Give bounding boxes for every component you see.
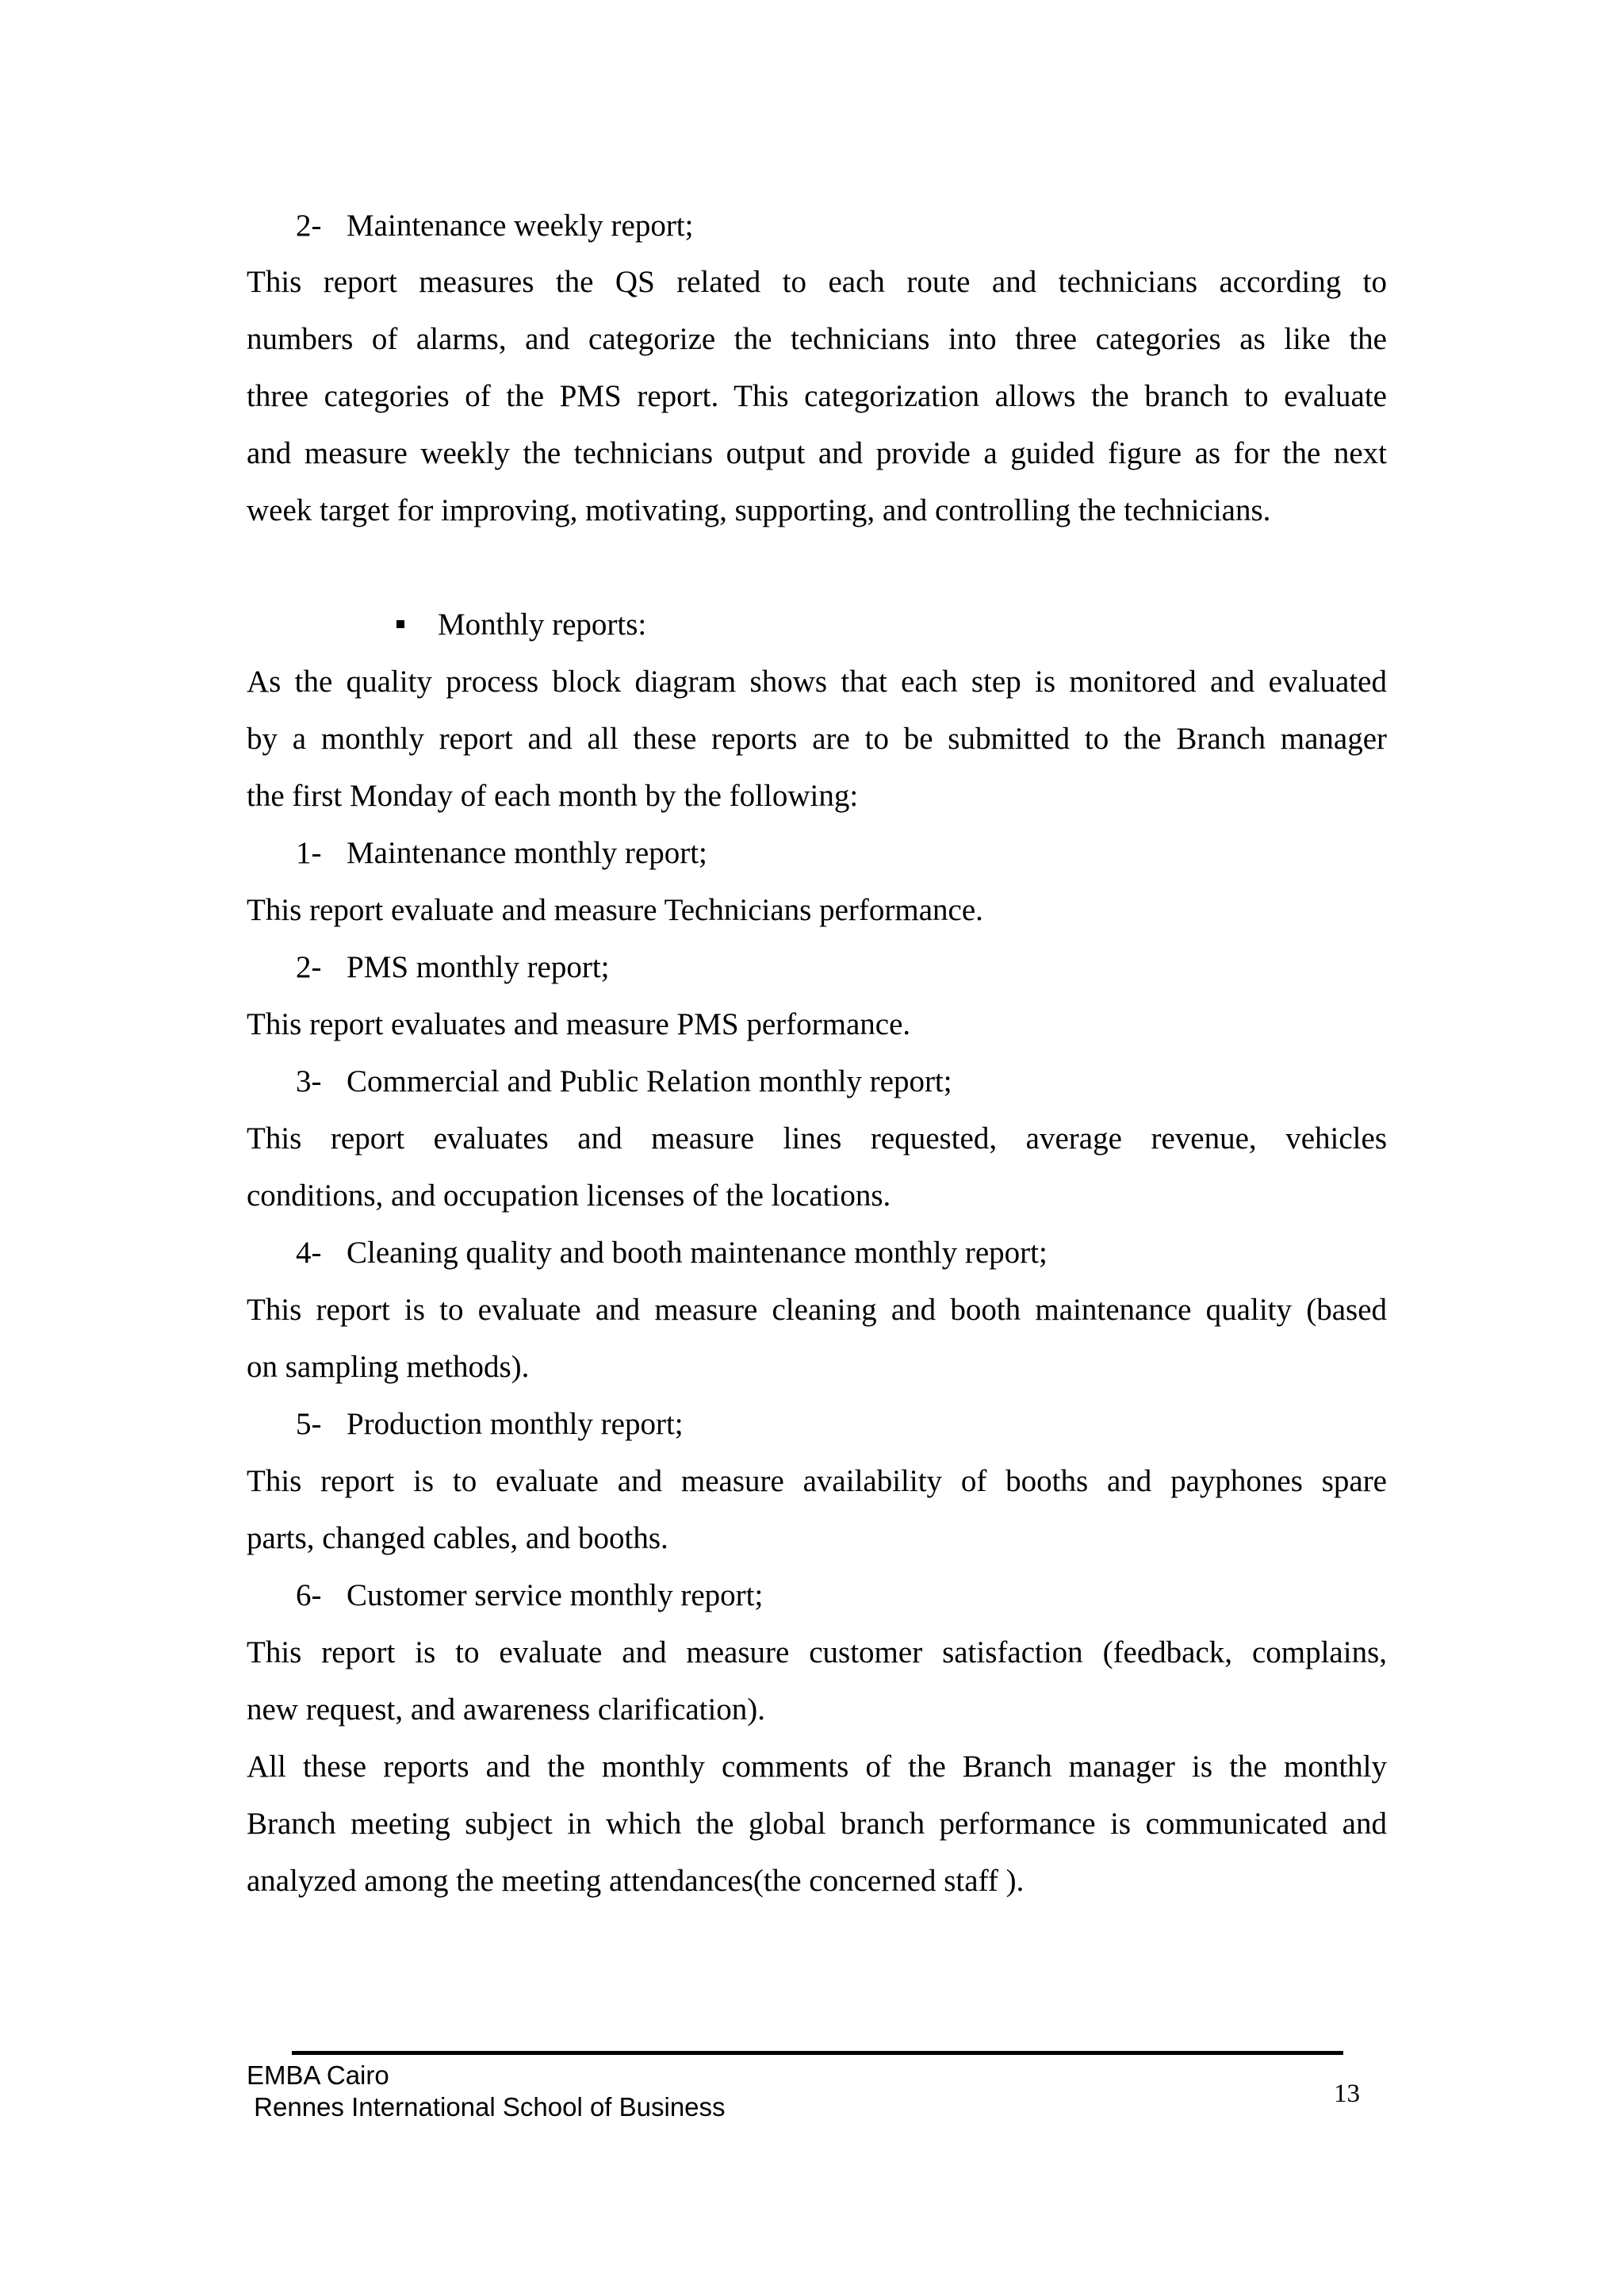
list-item-heading xyxy=(296,1225,1048,1282)
paragraph-line: numbers of alarms, and categorize the technicians into three categories as like the xyxy=(247,322,1387,356)
bullet-label: Monthly reports: xyxy=(438,608,647,642)
list-item-label: Maintenance weekly report; xyxy=(347,209,694,243)
paragraph-line: This report is to evaluate and measure customer satisfaction (feedback, complains, xyxy=(247,1635,1387,1669)
list-item-heading xyxy=(296,939,610,996)
list-item-number: 2- xyxy=(296,950,322,984)
footer-school: Rennes International School of Business xyxy=(247,2092,726,2122)
paragraph-line: This report evaluates and measure lines requested, average revenue, vehicles xyxy=(247,1121,1387,1156)
list-item-number: 2- xyxy=(296,209,322,243)
list-item-label: Maintenance monthly report; xyxy=(347,836,707,870)
list-item-heading xyxy=(296,1396,684,1453)
square-bullet-icon xyxy=(396,620,404,628)
list-item-label: Production monthly report; xyxy=(347,1407,684,1441)
paragraph-line: Branch meeting subject in which the global branch performance is communicated and xyxy=(247,1807,1387,1841)
paragraph-line: This report is to evaluate and measure availability of booths and payphones spare xyxy=(247,1464,1387,1498)
paragraph-line: All these reports and the monthly comments of the Branch manager is the monthly xyxy=(247,1750,1387,1784)
paragraph-line: week target for improving, motivating, supporting, and controlling the technicians. xyxy=(247,493,1271,527)
list-item-number: 1- xyxy=(296,836,322,870)
paragraph-line: and measure weekly the technicians output and provide a guided figure as for the next xyxy=(247,436,1387,470)
list-item-label: PMS monthly report; xyxy=(347,950,610,984)
list-item-number: 4- xyxy=(296,1236,322,1270)
paragraph-line: This report evaluate and measure Technicians performance. xyxy=(247,893,983,927)
paragraph-line: by a monthly report and all these reports are to be submitted to the Branch manager xyxy=(247,722,1387,756)
list-item-heading xyxy=(296,825,707,882)
list-item-heading xyxy=(296,1567,763,1624)
list-item-label: Commercial and Public Relation monthly report; xyxy=(347,1064,952,1098)
paragraph-line: three categories of the PMS report. This categorization allows the branch to evaluate xyxy=(247,379,1387,413)
page-number: 13 xyxy=(1334,2079,1360,2108)
paragraph-line: This report measures the QS related to each route and technicians according to xyxy=(247,265,1387,299)
paragraph-line: This report is to evaluate and measure cleaning and booth maintenance quality (based xyxy=(247,1293,1387,1327)
footer-institution: EMBA Cairo xyxy=(247,2060,389,2090)
paragraph-line: conditions, and occupation licenses of the locations. xyxy=(247,1179,891,1213)
paragraph-line: As the quality process block diagram shows that each step is monitored and evaluated xyxy=(247,665,1387,699)
list-item-heading xyxy=(296,1053,952,1110)
paragraph-line: analyzed among the meeting attendances(the concerned staff ). xyxy=(247,1864,1025,1898)
list-item-number: 5- xyxy=(296,1407,322,1441)
paragraph-line: This report evaluates and measure PMS performance. xyxy=(247,1007,911,1041)
paragraph-line: parts, changed cables, and booths. xyxy=(247,1521,668,1555)
paragraph-line: new request, and awareness clarification). xyxy=(247,1692,766,1727)
paragraph-line: the first Monday of each month by the following: xyxy=(247,779,859,813)
paragraph-line: on sampling methods). xyxy=(247,1350,530,1384)
list-item-number: 3- xyxy=(296,1064,322,1098)
footer-divider xyxy=(292,2051,1343,2055)
list-item-heading xyxy=(296,197,693,255)
list-item-label: Customer service monthly report; xyxy=(347,1578,764,1612)
list-item-label: Cleaning quality and booth maintenance monthly report; xyxy=(347,1236,1048,1270)
list-item-number: 6- xyxy=(296,1578,322,1612)
bullet-heading xyxy=(396,596,646,654)
